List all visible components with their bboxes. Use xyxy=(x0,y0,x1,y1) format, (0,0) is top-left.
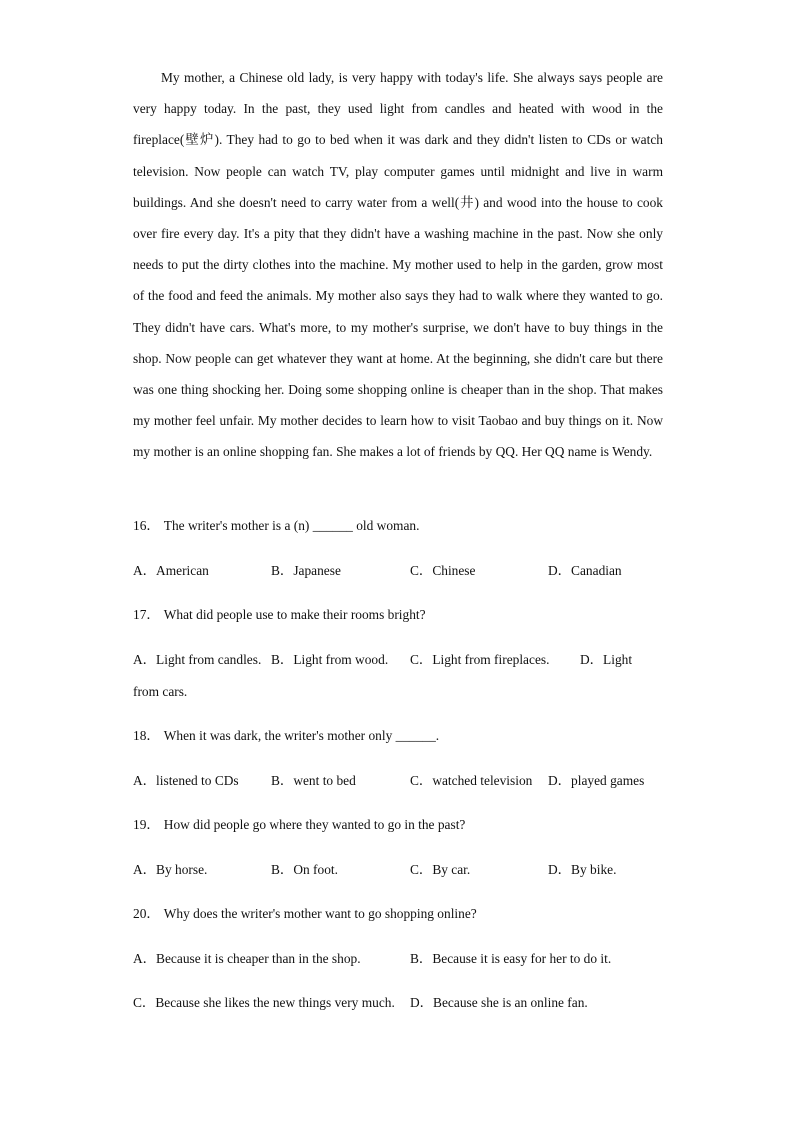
question-text: What did people use to make their rooms bright? xyxy=(163,607,426,622)
option-b: B．went to bed xyxy=(271,773,356,788)
question-18 xyxy=(133,727,439,745)
option-c: C．Chinese xyxy=(410,563,476,578)
question-16 xyxy=(133,517,419,535)
question-20 xyxy=(133,905,477,923)
option-c: C．By car. xyxy=(410,862,471,877)
question-17 xyxy=(133,606,426,624)
option-d: D．Light xyxy=(580,652,633,667)
question-text: The writer's mother is a (n) ______ old woman. xyxy=(163,518,420,533)
option-c: C．Because she likes the new things very much. xyxy=(133,995,395,1010)
option-b: B．Japanese xyxy=(271,563,341,578)
reading-passage xyxy=(133,62,663,468)
option-a: A．Because it is cheaper than in the shop. xyxy=(133,951,361,966)
option-a: A．American xyxy=(133,563,209,578)
question-number: 19． xyxy=(133,817,160,832)
option-b: B．On foot. xyxy=(271,862,338,877)
option-d: D．Because she is an online fan. xyxy=(410,995,588,1010)
option-b: B．Because it is easy for her to do it. xyxy=(410,951,612,966)
option-c: C．watched television xyxy=(410,773,533,788)
option-d-continued: from cars. xyxy=(133,684,188,699)
question-text: How did people go where they wanted to go in the past? xyxy=(163,817,466,832)
question-number: 18． xyxy=(133,728,160,743)
question-text: When it was dark, the writer's mother only ______. xyxy=(163,728,440,743)
option-a: A．listened to CDs xyxy=(133,773,239,788)
question-19 xyxy=(133,816,465,834)
option-d: D．By bike. xyxy=(548,862,617,877)
option-a: A．By horse. xyxy=(133,862,208,877)
option-a: A．Light from candles. xyxy=(133,652,262,667)
question-text: Why does the writer's mother want to go shopping online? xyxy=(163,906,477,921)
question-number: 16． xyxy=(133,518,160,533)
option-d: D．played games xyxy=(548,773,645,788)
option-c: C．Light from fireplaces. xyxy=(410,652,550,667)
option-b: B．Light from wood. xyxy=(271,652,389,667)
question-number: 17． xyxy=(133,607,160,622)
question-number: 20． xyxy=(133,906,160,921)
passage-text: My mother, a Chinese old lady, is very happy with today's life. She always says people are very happy today. In the past, they used light from candles and heated with wood in the fireplace(壁炉). They had to go to bed when it was dark and they didn't listen to CDs or watch television. Now people can watch TV, play computer games until midnight and live in warm buildings. And she doesn't need to carry water from a well(井) and wood into the house to cook over fire every day. It's a pity that they didn't have a washing machine in the past. Now she only needs to put the dirty clothes into the machine. My mother used to help in the garden, grow most of the food and feed the animals. My mother also says they had to walk where they wanted to go. They didn't have cars. What's more, to my mother's surprise, we don't have to buy things in the shop. Now people can get whatever they want at home. At the beginning, she didn't care but there was one thing shocking her. Doing some shopping online is cheaper than in the shop. That makes my mother feel unfair. My mother decides to learn how to visit Taobao and buy things on it. Now my mother is an online shopping fan. She makes a lot of friends by QQ. Her QQ name is Wendy. xyxy=(133,70,663,460)
option-d: D．Canadian xyxy=(548,563,622,578)
